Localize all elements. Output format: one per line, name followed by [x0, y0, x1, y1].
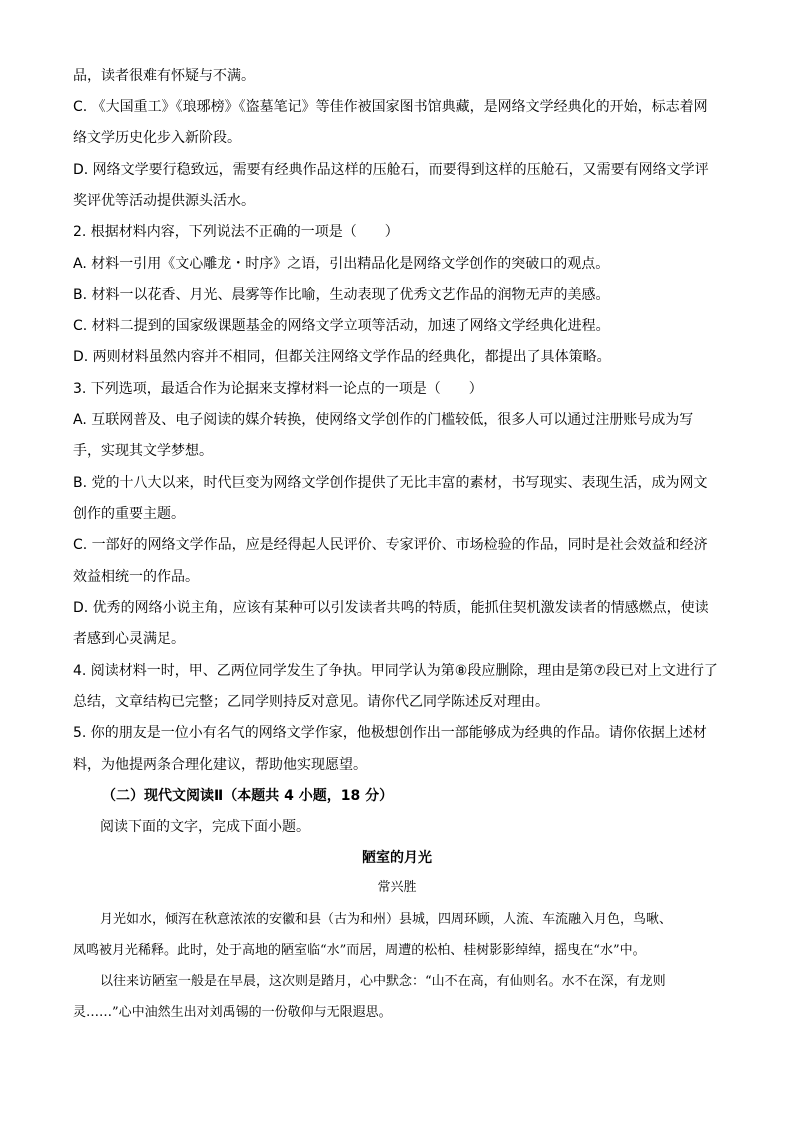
q3-option-d-line1: D. 优秀的网络小说主角，应该有某种可以引发读者共鸣的特质，能抓住契机激发读者的情感燃点，使读 [73, 600, 709, 616]
q3-option-d-line2: 者感到心灵满足。 [73, 631, 185, 647]
q3-option-a-line1: A. 互联网普及、电子阅读的媒介转换，使网络文学创作的门槛较低，很多人可以通过注册账号成为写 [73, 412, 694, 428]
q5-line2: 料，为他提两条合理化建议，帮助他实现愿望。 [73, 757, 367, 773]
article-p2-line1: 以往来访陋室一般是在早晨，这次则是踏月，心中默念：“山不在高，有仙则名。水不在深，有龙则 [100, 974, 666, 989]
q1-option-d-line1: D. 网络文学要行稳致远，需要有经典作品这样的压舱石，而要得到这样的压舱石，又需要有网络文学评 [73, 162, 709, 178]
article-p1-line1: 月光如水，倾泻在秋意浓浓的安徽和县（古为和州）县城，四周环顾，人流、车流融入月色，鸟啾、 [100, 912, 673, 927]
article-author: 常兴胜 [377, 880, 417, 895]
q3-stem: 3. 下列选项，最适合作为论据来支撑材料一论点的一项是（ ） [73, 381, 483, 397]
article-p2-line2: 灵……”心中油然生出对刘禹锡的一份敬仰与无限遐思。 [73, 1005, 392, 1020]
section-instruction: 阅读下面的文字，完成下面小题。 [100, 819, 310, 835]
q2-stem: 2. 根据材料内容，下列说法不正确的一项是（ ） [73, 224, 399, 240]
q1-option-c-line1: C. 《大国重工》《琅琊榜》《盗墓笔记》等佳作被国家图书馆典藏，是网络文学经典化的开始，标志着网 [73, 99, 708, 115]
q4-line1: 4. 阅读材料一时，甲、乙两位同学发生了争执。甲同学认为第⑧段应删除，理由是第⑦段已对上文进行了 [73, 663, 718, 679]
article-title: 陋室的月光 [362, 850, 432, 866]
q1-option-b-continuation: 品，读者很难有怀疑与不满。 [73, 68, 255, 84]
section-heading: （二）现代文阅读Ⅱ（本题共 4 小题，18 分） [102, 788, 394, 804]
q1-option-c-line2: 络文学历史化步入新阶段。 [73, 130, 241, 146]
q3-option-c-line1: C. 一部好的网络文学作品，应是经得起人民评价、专家评价、市场检验的作品，同时是社会效益和经济 [73, 537, 708, 553]
article-p1-line2: 凤鸣被月光稀释。此时，处于高地的陋室临“水”而居，周遭的松柏、桂树影影绰绰，摇曳在“水”中。 [73, 943, 646, 958]
q3-option-b-line1: B. 党的十八大以来，时代巨变为网络文学创作提供了无比丰富的素材，书写现实、表现生活，成为网文 [73, 475, 708, 491]
q3-option-c-line2: 效益相统一的作品。 [73, 569, 199, 585]
q1-option-d-line2: 奖评优等活动提供源头活水。 [73, 193, 255, 209]
q3-option-a-line2: 手，实现其文学梦想。 [73, 443, 213, 459]
q4-line2: 总结，文章结构已完整；乙同学则持反对意见。请你代乙同学陈述反对理由。 [73, 694, 549, 710]
q2-option-b: B. 材料一以花香、月光、晨雾等作比喻，生动表现了优秀文艺作品的润物无声的美感。 [73, 287, 610, 303]
q2-option-c: C. 材料二提到的国家级课题基金的网络文学立项等活动，加速了网络文学经典化进程。 [73, 318, 610, 334]
q2-option-a: A. 材料一引用《文心雕龙・时序》之语，引出精品化是网络文学创作的突破口的观点。 [73, 256, 610, 272]
q2-option-d: D. 两则材料虽然内容并不相同，但都关注网络文学作品的经典化，都提出了具体策略。 [73, 349, 611, 365]
q3-option-b-line2: 创作的重要主题。 [73, 506, 185, 522]
q5-line1: 5. 你的朋友是一位小有名气的网络文学作家，他极想创作出一部能够成为经典的作品。请你依据上述材 [73, 725, 707, 741]
